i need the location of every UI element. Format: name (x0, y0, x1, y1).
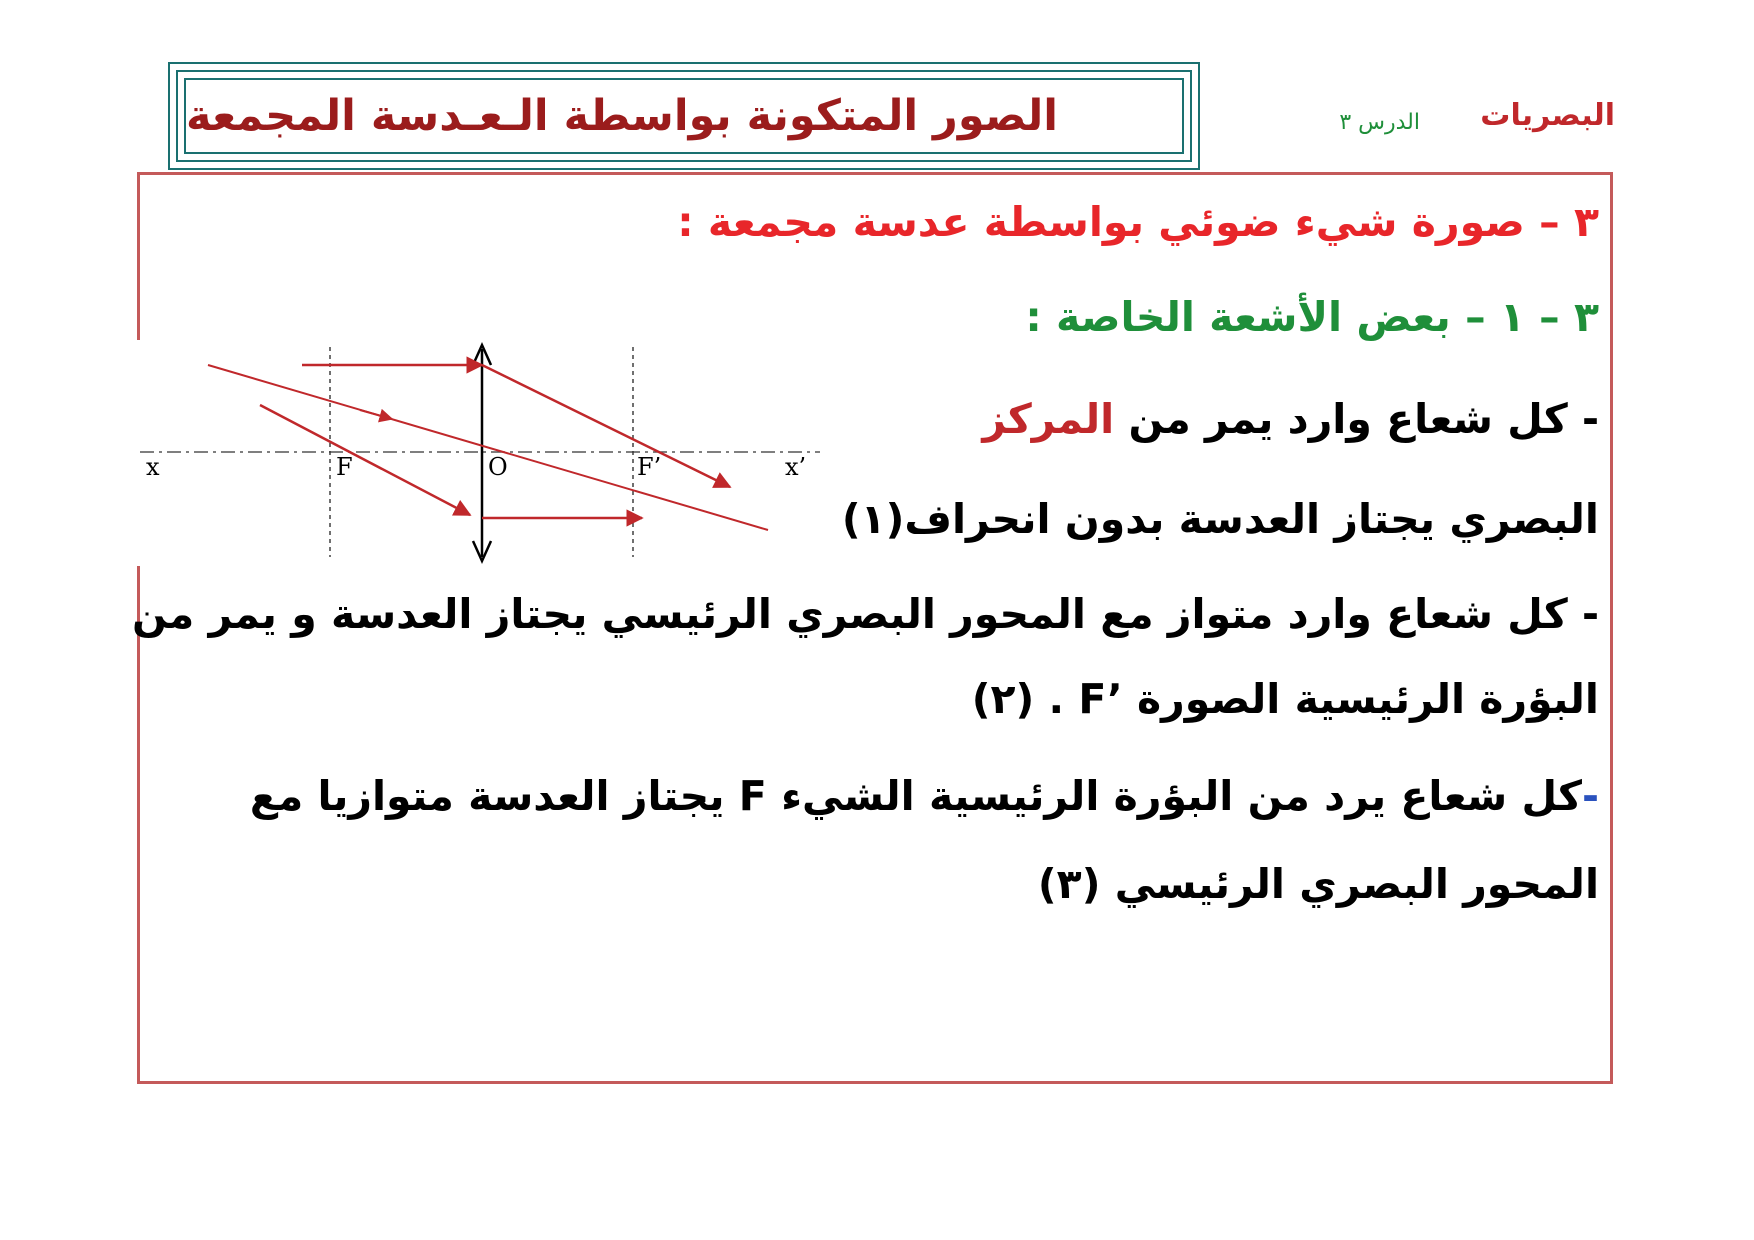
title-box-inner (176, 70, 1192, 162)
ray-focus-incident (260, 405, 470, 515)
rule-3-text-a: كل شعاع يرد من البؤرة الرئيسية الشيء (766, 772, 1582, 820)
rule-3-text-b: يجتاز العدسة متوازيا مع (249, 772, 739, 820)
page-title: الصور المتكونة بواسطة الـعـدسة المجمعة (186, 91, 1059, 141)
rule-3-focus-symbol: F (738, 772, 767, 820)
label-f-prime: F’ (637, 453, 662, 481)
rule-1-text: - كل شعاع وارد يمر من (1114, 395, 1599, 443)
rule-2-text-b: . (٢) (971, 675, 1079, 723)
rule-2-line-2 (972, 675, 1599, 723)
lens-ray-diagram (140, 335, 830, 570)
rule-3-line-1 (250, 772, 1599, 820)
rule-3-dash: - (1581, 772, 1599, 820)
section-subheading: ٣ – ١ – بعض الأشعة الخاصة : (1025, 293, 1599, 341)
label-f: F (336, 453, 353, 481)
frame-left-border-upper (137, 172, 140, 340)
frame-left-border-lower (137, 566, 140, 1084)
label-x-prime: x’ (785, 453, 807, 481)
rule-3-line-2: المحور البصري الرئيسي (٣) (1037, 860, 1599, 908)
frame-right-border (1610, 172, 1613, 1084)
rule-1-highlight: المركز (982, 395, 1115, 443)
lesson-label: الدرس ٣ (1339, 110, 1420, 135)
ray-parallel-refracted (482, 365, 730, 487)
ray-through-center (208, 365, 768, 530)
subject-label: البصريات (1480, 98, 1615, 133)
title-box (168, 62, 1200, 170)
rule-2-text-a: البؤرة الرئيسية الصورة (1122, 675, 1599, 723)
title-box-content (184, 78, 1184, 154)
section-heading: ٣ – صورة شيء ضوئي بواسطة عدسة مجمعة : (677, 198, 1599, 246)
label-o: O (488, 453, 508, 481)
rule-2-focus-symbol: F’ (1078, 675, 1123, 723)
frame-top-border (137, 172, 1612, 175)
ray-center-arrow (360, 410, 392, 419)
rule-2-line-1: - كل شعاع وارد متواز مع المحور البصري الرئيسي يجتاز العدسة و يمر من (132, 590, 1599, 638)
label-x: x (146, 453, 160, 481)
frame-bottom-border (137, 1081, 1613, 1084)
rule-1-line-1 (982, 395, 1599, 443)
rule-1-line-2: البصري يجتاز العدسة بدون انحراف(١) (841, 495, 1599, 543)
